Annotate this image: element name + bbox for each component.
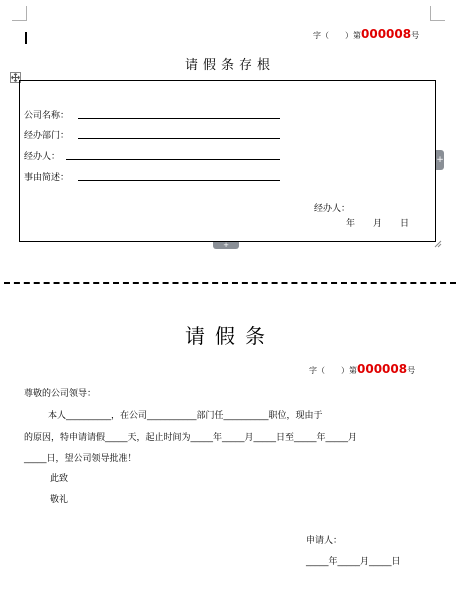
margin-corner-top-right bbox=[430, 6, 445, 21]
stub-reference-number: 000008 bbox=[361, 27, 412, 41]
salutation: 尊敬的公司领导： bbox=[24, 389, 97, 399]
slip-reference bbox=[309, 362, 415, 376]
stub-signature-date: 年 月 日 bbox=[346, 219, 410, 229]
add-column-button[interactable] bbox=[436, 150, 444, 170]
handler-label: 经办人： bbox=[24, 152, 61, 162]
slip-reference-prefix: 字（ ）第 bbox=[309, 366, 357, 375]
department-label: 经办部门： bbox=[24, 131, 70, 141]
applicant-label: 申请人： bbox=[306, 536, 343, 546]
plus-icon: + bbox=[223, 241, 229, 249]
company-label: 公司名称： bbox=[24, 111, 70, 121]
slip-reference-number: 000008 bbox=[357, 362, 408, 376]
stub-reference-prefix: 字（ ）第 bbox=[313, 31, 361, 40]
plus-icon: + bbox=[436, 155, 444, 165]
reason-field[interactable] bbox=[78, 180, 280, 181]
body-line-3: _____日，望公司领导批准！ bbox=[24, 454, 137, 464]
text-cursor bbox=[25, 32, 27, 44]
resize-icon[interactable] bbox=[434, 240, 442, 248]
closing-line-1: 此致 bbox=[50, 474, 69, 484]
slip-reference-suffix: 号 bbox=[407, 366, 416, 375]
stub-signature-label: 经办人： bbox=[314, 204, 351, 214]
margin-corner-top-left bbox=[12, 6, 27, 21]
department-field[interactable] bbox=[78, 138, 280, 139]
handler-field[interactable] bbox=[66, 159, 280, 160]
applicant-date: _____年_____月_____日 bbox=[306, 557, 401, 567]
cut-line bbox=[4, 282, 456, 284]
closing-line-2: 敬礼 bbox=[50, 495, 69, 505]
slip-title: 请假条 bbox=[185, 324, 275, 348]
stub-reference bbox=[313, 27, 419, 41]
body-line-2: 的原因，特申请请假_____天，起止时间为_____年_____月_____日至_____年_____月 bbox=[24, 433, 358, 443]
company-field[interactable] bbox=[78, 118, 280, 119]
stub-reference-suffix: 号 bbox=[411, 31, 420, 40]
stub-title: 请假条存根 bbox=[184, 58, 275, 73]
add-row-button[interactable] bbox=[213, 242, 239, 249]
reason-label: 事由简述： bbox=[24, 173, 70, 183]
body-line-1: 本人__________，在公司___________部门任__________职位，现由于 bbox=[48, 411, 323, 421]
